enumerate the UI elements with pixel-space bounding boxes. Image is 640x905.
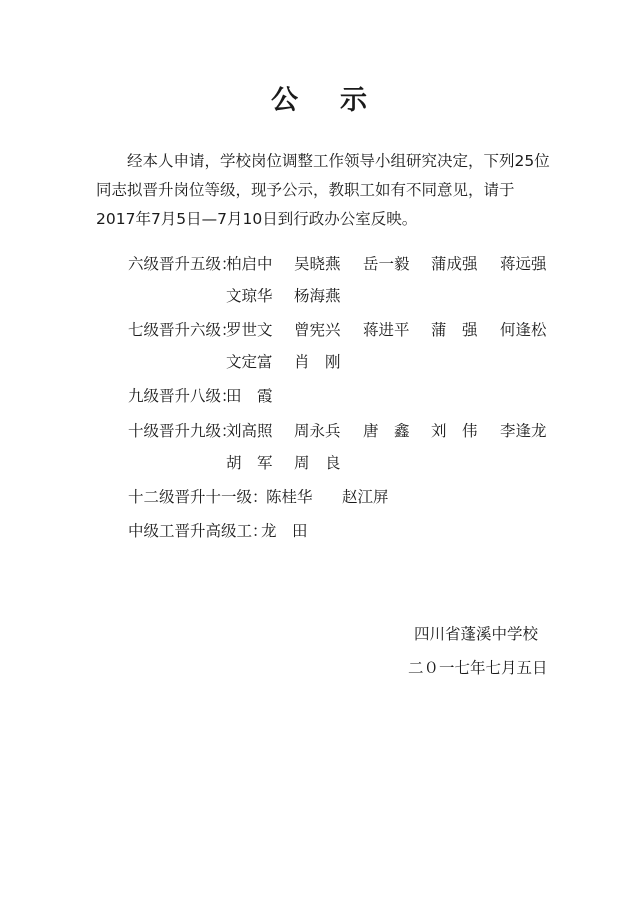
- title-char-2: 示: [340, 85, 369, 116]
- person-name: 陈桂华: [266, 488, 313, 506]
- person-name: 杨海燕: [294, 287, 341, 305]
- group-label: 七级晋升六级：: [128, 321, 237, 339]
- person-name: 唐 鑫: [363, 422, 410, 440]
- page-title: [0, 78, 640, 117]
- person-name: 岳一毅: [363, 255, 410, 273]
- group-label: 十二级晋升十一级：: [128, 488, 268, 506]
- person-name: 周永兵: [294, 422, 341, 440]
- promotion-group-12-to-11: [128, 486, 389, 508]
- promotion-group-6-to-5: [128, 253, 547, 305]
- person-name: 蒲成强: [431, 255, 478, 273]
- person-name: 肖 刚: [294, 353, 341, 371]
- promotion-group-9-to-8: [128, 385, 273, 407]
- group-label: 六级晋升五级：: [128, 255, 237, 273]
- person-name: 蒋远强: [500, 255, 547, 273]
- person-name: 刘 伟: [431, 422, 478, 440]
- school-name: 四川省蓬溪中学校: [414, 625, 539, 643]
- person-name: 胡 军: [226, 454, 273, 472]
- person-name: 罗世文: [226, 321, 273, 339]
- group-label: 中级工晋升高级工：: [128, 522, 268, 540]
- person-name: 蒲 强: [431, 321, 478, 339]
- person-name: 龙 田: [261, 522, 308, 540]
- person-name: 柏启中: [226, 255, 273, 273]
- group-label: 十级晋升九级：: [128, 422, 237, 440]
- notice-paragraph-text: 经本人申请，学校岗位调整工作领导小组研究决定，下列25位同志拟晋升岗位等级，现予公示，教职工如有不同意见，请于2017年7月5日—7月10日到行政办公室反映。: [96, 152, 550, 228]
- notice-date: 二０一七年七月五日: [408, 659, 548, 677]
- person-name: 曾宪兴: [294, 321, 341, 339]
- person-name: 吴晓燕: [294, 255, 341, 273]
- person-name: 刘高照: [226, 422, 273, 440]
- person-name: 文定富: [226, 353, 273, 371]
- person-name: 文琼华: [226, 287, 273, 305]
- person-name: 赵江屏: [342, 488, 389, 506]
- person-name: 周 良: [294, 454, 341, 472]
- person-name: 李逢龙: [500, 422, 547, 440]
- person-name: 蒋进平: [363, 321, 410, 339]
- person-name: 田 霞: [226, 387, 273, 405]
- title-char-1: 公: [271, 85, 300, 116]
- notice-paragraph: [96, 147, 551, 234]
- person-name: 何逢松: [500, 321, 547, 339]
- group-label: 九级晋升八级：: [128, 387, 237, 405]
- promotion-group-7-to-6: [128, 319, 547, 371]
- promotion-group-10-to-9: [128, 420, 547, 472]
- promotion-group-intermediate-to-senior: [128, 520, 308, 542]
